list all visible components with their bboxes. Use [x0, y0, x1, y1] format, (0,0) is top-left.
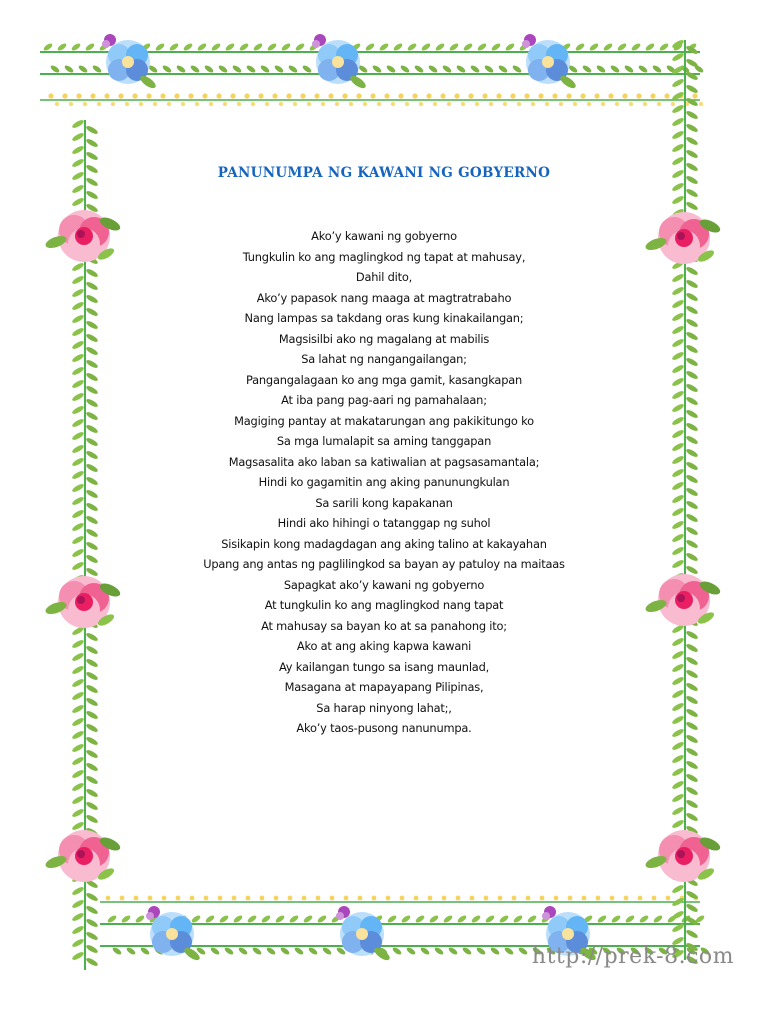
- blue-flower-icon: [102, 34, 158, 90]
- oath-line: Magsasalita ako laban sa katiwalian at pagsasamantala;: [228, 454, 540, 469]
- oath-line: Hindi ko gagamitin ang aking panunungkulan: [258, 475, 510, 489]
- blue-flower-icon: [146, 906, 202, 962]
- oath-line: At mahusay sa bayan ko at sa panahong ito;: [261, 618, 507, 633]
- oath-line: Ako’y papasok nang maaga at magtratrabaho: [256, 290, 512, 305]
- oath-line: Sa sarili kong kapakanan: [315, 495, 453, 510]
- oath-line: Magiging pantay at makatarungan ang pakikitungo ko: [234, 413, 534, 428]
- oath-line: Tungkulin ko ang maglingkod ng tapat at mahusay,: [242, 249, 526, 264]
- oath-line: Magsisilbi ako ng magalang at mabilis: [278, 331, 490, 346]
- oath-line: Sa harap ninyong lahat;,: [316, 700, 452, 715]
- oath-line: Hindi ako hihingi o tatanggap ng suhol: [277, 516, 491, 530]
- oath-line: Sa mga lumalapit sa aming tanggapan: [276, 434, 492, 448]
- watermark-url: http://prek-8.com: [531, 944, 734, 969]
- blue-flower-icon: [312, 34, 368, 90]
- pink-rose-icon: [644, 830, 722, 882]
- oath-line: Ako’y taos-pusong nanunumpa.: [296, 721, 472, 735]
- oath-line: Nang lampas sa takdang oras kung kinakailangan;: [244, 311, 524, 325]
- oath-line: Upang ang antas ng paglilingkod sa bayan ay patuloy na maitaas: [203, 557, 565, 571]
- oath-line: Masagana at mapayapang Pilipinas,: [284, 680, 484, 694]
- oath-text: [0, 226, 768, 739]
- oath-line: Dahil dito,: [355, 270, 413, 284]
- oath-line: Pangangalagaan ko ang mga gamit, kasangkapan: [245, 372, 523, 387]
- oath-line: At iba pang pag-aari ng pamahalaan;: [281, 393, 487, 407]
- oath-line: Ay kailangan tungo sa isang maunlad,: [278, 659, 490, 674]
- oath-line: Sa lahat ng nangangailangan;: [301, 352, 467, 366]
- blue-flower-icon: [522, 34, 578, 90]
- oath-line: Sisikapin kong madagdagan ang aking talino at kakayahan: [221, 536, 547, 551]
- oath-line: Ako’y kawani ng gobyerno: [311, 229, 457, 243]
- pink-rose-icon: [44, 830, 122, 882]
- document-title: PANUNUMPA NG KAWANI NG GOBYERNO: [217, 165, 551, 181]
- oath-line: Sapagkat ako’y kawani ng gobyerno: [283, 577, 485, 592]
- oath-line: Ako at ang aking kapwa kawani: [296, 639, 472, 653]
- oath-line: At tungkulin ko ang maglingkod nang tapat: [264, 598, 504, 612]
